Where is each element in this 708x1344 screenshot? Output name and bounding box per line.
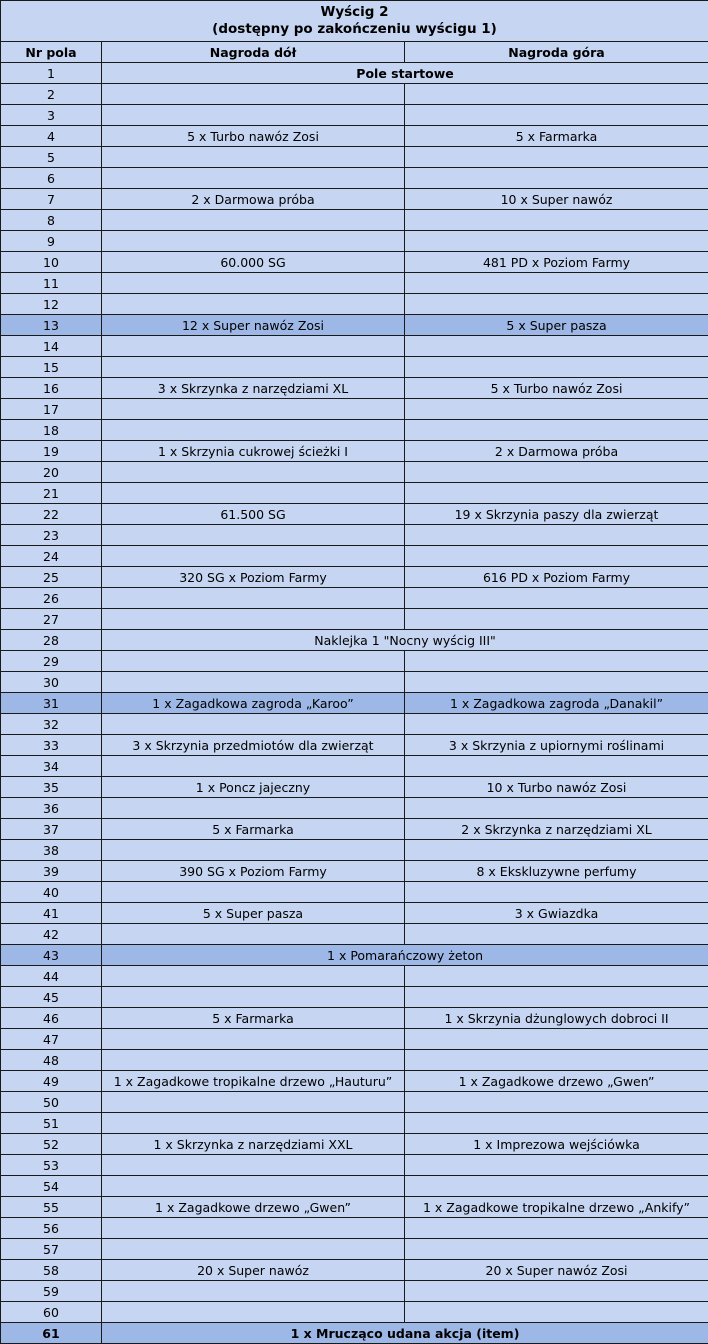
field-number: 11	[1, 273, 102, 294]
reward-up	[405, 483, 708, 504]
field-number: 5	[1, 147, 102, 168]
table-row	[1, 1008, 708, 1029]
field-number: 12	[1, 294, 102, 315]
table-title	[1, 1, 708, 42]
field-number: 54	[1, 1176, 102, 1197]
table-row	[1, 336, 708, 357]
field-number: 52	[1, 1134, 102, 1155]
title-line-2: (dostępny po zakończeniu wyścigu 1)	[212, 21, 497, 37]
reward-down	[102, 273, 405, 294]
field-number: 15	[1, 357, 102, 378]
table-row	[1, 1239, 708, 1260]
reward-up	[405, 231, 708, 252]
reward-up	[405, 1281, 708, 1302]
field-number: 33	[1, 735, 102, 756]
table-row	[1, 735, 708, 756]
reward-down	[102, 609, 405, 630]
reward-down	[102, 357, 405, 378]
table-row	[1, 1218, 708, 1239]
field-number: 40	[1, 882, 102, 903]
table-row	[1, 882, 708, 903]
field-number: 4	[1, 126, 102, 147]
field-number: 56	[1, 1218, 102, 1239]
reward-up	[405, 357, 708, 378]
field-number: 50	[1, 1092, 102, 1113]
reward-down: 3 x Skrzynia przedmiotów dla zwierząt	[102, 735, 405, 756]
field-number: 49	[1, 1071, 102, 1092]
reward-down: 12 x Super nawóz Zosi	[102, 315, 405, 336]
field-number: 36	[1, 798, 102, 819]
reward-up	[405, 420, 708, 441]
reward-up: 10 x Turbo nawóz Zosi	[405, 777, 708, 798]
reward-down	[102, 546, 405, 567]
field-number: 35	[1, 777, 102, 798]
reward-down	[102, 399, 405, 420]
table-row	[1, 1134, 708, 1155]
header-reward-down: Nagroda dół	[102, 42, 405, 63]
reward-up: 1 x Zagadkowe drzewo „Gwen”	[405, 1071, 708, 1092]
field-number: 23	[1, 525, 102, 546]
reward-down	[102, 1029, 405, 1050]
table-row	[1, 357, 708, 378]
field-number: 43	[1, 945, 102, 966]
field-number: 19	[1, 441, 102, 462]
field-number: 8	[1, 210, 102, 231]
field-number: 10	[1, 252, 102, 273]
reward-up: 3 x Gwiazdka	[405, 903, 708, 924]
field-number: 34	[1, 756, 102, 777]
table-row	[1, 1029, 708, 1050]
table-row	[1, 756, 708, 777]
field-number: 38	[1, 840, 102, 861]
reward-down	[102, 840, 405, 861]
field-number: 17	[1, 399, 102, 420]
reward-down	[102, 483, 405, 504]
table-row	[1, 378, 708, 399]
reward-down: 1 x Zagadkowe drzewo „Gwen”	[102, 1197, 405, 1218]
reward-up	[405, 210, 708, 231]
reward-down	[102, 1176, 405, 1197]
reward-down	[102, 210, 405, 231]
reward-up: 1 x Imprezowa wejściówka	[405, 1134, 708, 1155]
reward-down: 5 x Turbo nawóz Zosi	[102, 126, 405, 147]
field-number: 42	[1, 924, 102, 945]
field-number: 51	[1, 1113, 102, 1134]
reward-down	[102, 1281, 405, 1302]
field-number: 58	[1, 1260, 102, 1281]
reward-up	[405, 1155, 708, 1176]
reward-up	[405, 336, 708, 357]
table-row	[1, 252, 708, 273]
table-row	[1, 861, 708, 882]
reward-merged: 1 x Pomarańczowy żeton	[102, 945, 708, 966]
reward-up	[405, 1302, 708, 1323]
field-number: 27	[1, 609, 102, 630]
table-row	[1, 1092, 708, 1113]
reward-down	[102, 231, 405, 252]
reward-up	[405, 1176, 708, 1197]
field-number: 30	[1, 672, 102, 693]
field-number: 14	[1, 336, 102, 357]
field-number: 25	[1, 567, 102, 588]
reward-down	[102, 672, 405, 693]
reward-down	[102, 1218, 405, 1239]
reward-down	[102, 420, 405, 441]
reward-down	[102, 966, 405, 987]
field-number: 31	[1, 693, 102, 714]
reward-down	[102, 84, 405, 105]
reward-up	[405, 756, 708, 777]
field-number: 13	[1, 315, 102, 336]
table-row	[1, 1050, 708, 1071]
field-number: 22	[1, 504, 102, 525]
reward-up	[405, 399, 708, 420]
reward-down: 320 SG x Poziom Farmy	[102, 567, 405, 588]
reward-up: 1 x Zagadkowe tropikalne drzewo „Ankify”	[405, 1197, 708, 1218]
reward-up: 3 x Skrzynia z upiornymi roślinami	[405, 735, 708, 756]
reward-down: 1 x Skrzynia cukrowej ścieżki I	[102, 441, 405, 462]
table-row	[1, 840, 708, 861]
table-row	[1, 525, 708, 546]
reward-down	[102, 1113, 405, 1134]
field-number: 45	[1, 987, 102, 1008]
reward-down	[102, 1155, 405, 1176]
reward-up	[405, 462, 708, 483]
table-row	[1, 126, 708, 147]
reward-up	[405, 546, 708, 567]
reward-up	[405, 294, 708, 315]
table-row	[1, 105, 708, 126]
reward-down	[102, 756, 405, 777]
header-field-number: Nr pola	[1, 42, 102, 63]
table-row	[1, 189, 708, 210]
reward-up	[405, 987, 708, 1008]
reward-down	[102, 588, 405, 609]
reward-up: 1 x Skrzynia dżunglowych dobroci II	[405, 1008, 708, 1029]
field-number: 3	[1, 105, 102, 126]
field-number: 37	[1, 819, 102, 840]
reward-up	[405, 1218, 708, 1239]
reward-down: 5 x Farmarka	[102, 1008, 405, 1029]
reward-down: 5 x Farmarka	[102, 819, 405, 840]
reward-merged: Naklejka 1 "Nocny wyścig III"	[102, 630, 708, 651]
table-row	[1, 441, 708, 462]
reward-down	[102, 882, 405, 903]
reward-up	[405, 168, 708, 189]
reward-up	[405, 588, 708, 609]
table-row	[1, 168, 708, 189]
reward-up	[405, 924, 708, 945]
reward-down: 1 x Poncz jajeczny	[102, 777, 405, 798]
reward-up: 2 x Skrzynka z narzędziami XL	[405, 819, 708, 840]
reward-down	[102, 714, 405, 735]
reward-down	[102, 105, 405, 126]
reward-down	[102, 294, 405, 315]
field-number: 21	[1, 483, 102, 504]
table-row	[1, 1197, 708, 1218]
table-row	[1, 315, 708, 336]
table-row	[1, 588, 708, 609]
field-number: 20	[1, 462, 102, 483]
field-number: 26	[1, 588, 102, 609]
reward-down	[102, 147, 405, 168]
table-row	[1, 420, 708, 441]
table-row	[1, 399, 708, 420]
table-row	[1, 1323, 708, 1344]
table-row	[1, 609, 708, 630]
table-row	[1, 63, 708, 84]
header-reward-up: Nagroda góra	[405, 42, 708, 63]
table-row	[1, 693, 708, 714]
reward-down: 1 x Skrzynka z narzędziami XXL	[102, 1134, 405, 1155]
reward-up: 5 x Farmarka	[405, 126, 708, 147]
table-row	[1, 714, 708, 735]
field-number: 18	[1, 420, 102, 441]
field-number: 44	[1, 966, 102, 987]
reward-down	[102, 525, 405, 546]
reward-up: 20 x Super nawóz Zosi	[405, 1260, 708, 1281]
table-row	[1, 1155, 708, 1176]
field-number: 9	[1, 231, 102, 252]
reward-up	[405, 84, 708, 105]
reward-up	[405, 1029, 708, 1050]
table-row	[1, 987, 708, 1008]
table-row	[1, 294, 708, 315]
table-row	[1, 1176, 708, 1197]
table-row	[1, 1281, 708, 1302]
reward-down	[102, 1239, 405, 1260]
reward-down	[102, 798, 405, 819]
reward-down	[102, 651, 405, 672]
reward-up	[405, 714, 708, 735]
table-row	[1, 777, 708, 798]
table-row	[1, 672, 708, 693]
field-number: 53	[1, 1155, 102, 1176]
table-row	[1, 1071, 708, 1092]
reward-down: 1 x Zagadkowa zagroda „Karoo”	[102, 693, 405, 714]
table-row	[1, 630, 708, 651]
field-number: 6	[1, 168, 102, 189]
field-number: 47	[1, 1029, 102, 1050]
reward-up	[405, 525, 708, 546]
field-number: 29	[1, 651, 102, 672]
reward-down: 5 x Super pasza	[102, 903, 405, 924]
title-line-1: Wyścig 2	[320, 4, 389, 20]
reward-up	[405, 1239, 708, 1260]
table-row	[1, 798, 708, 819]
reward-up	[405, 840, 708, 861]
reward-up: 1 x Zagadkowa zagroda „Danakil”	[405, 693, 708, 714]
reward-up: 5 x Turbo nawóz Zosi	[405, 378, 708, 399]
reward-down: 20 x Super nawóz	[102, 1260, 405, 1281]
reward-up	[405, 651, 708, 672]
reward-down	[102, 462, 405, 483]
table-row	[1, 273, 708, 294]
reward-up: 8 x Ekskluzywne perfumy	[405, 861, 708, 882]
table-row	[1, 147, 708, 168]
reward-up: 5 x Super pasza	[405, 315, 708, 336]
field-number: 46	[1, 1008, 102, 1029]
reward-down	[102, 1050, 405, 1071]
reward-down: 390 SG x Poziom Farmy	[102, 861, 405, 882]
field-number: 55	[1, 1197, 102, 1218]
reward-up	[405, 1050, 708, 1071]
reward-down	[102, 987, 405, 1008]
reward-merged: 1 x Mrucząco udana akcja (item)	[102, 1323, 708, 1344]
reward-down: 3 x Skrzynka z narzędziami XL	[102, 378, 405, 399]
reward-down	[102, 924, 405, 945]
reward-down	[102, 168, 405, 189]
reward-up	[405, 882, 708, 903]
reward-up: 481 PD x Poziom Farmy	[405, 252, 708, 273]
field-number: 39	[1, 861, 102, 882]
table-row	[1, 546, 708, 567]
table-row	[1, 504, 708, 525]
field-number: 28	[1, 630, 102, 651]
table-row	[1, 651, 708, 672]
reward-up	[405, 1113, 708, 1134]
field-number: 1	[1, 63, 102, 84]
reward-up: 19 x Skrzynia paszy dla zwierząt	[405, 504, 708, 525]
field-number: 48	[1, 1050, 102, 1071]
reward-down	[102, 1092, 405, 1113]
reward-up	[405, 273, 708, 294]
table-row	[1, 210, 708, 231]
table-row	[1, 231, 708, 252]
table-row	[1, 819, 708, 840]
reward-merged: Pole startowe	[102, 63, 708, 84]
field-number: 61	[1, 1323, 102, 1344]
field-number: 57	[1, 1239, 102, 1260]
reward-up	[405, 672, 708, 693]
reward-down: 61.500 SG	[102, 504, 405, 525]
field-number: 60	[1, 1302, 102, 1323]
field-number: 32	[1, 714, 102, 735]
reward-up	[405, 798, 708, 819]
reward-down: 2 x Darmowa próba	[102, 189, 405, 210]
reward-up: 10 x Super nawóz	[405, 189, 708, 210]
table-row	[1, 1113, 708, 1134]
table-row	[1, 924, 708, 945]
reward-down	[102, 336, 405, 357]
reward-up	[405, 105, 708, 126]
field-number: 16	[1, 378, 102, 399]
table-row	[1, 483, 708, 504]
table-row	[1, 966, 708, 987]
field-number: 24	[1, 546, 102, 567]
field-number: 41	[1, 903, 102, 924]
table-row	[1, 462, 708, 483]
reward-up: 2 x Darmowa próba	[405, 441, 708, 462]
field-number: 2	[1, 84, 102, 105]
reward-down: 60.000 SG	[102, 252, 405, 273]
reward-up	[405, 609, 708, 630]
reward-up	[405, 147, 708, 168]
table-row	[1, 567, 708, 588]
reward-down: 1 x Zagadkowe tropikalne drzewo „Hauturu”	[102, 1071, 405, 1092]
table-row	[1, 84, 708, 105]
table-row	[1, 903, 708, 924]
table-row	[1, 945, 708, 966]
reward-up: 616 PD x Poziom Farmy	[405, 567, 708, 588]
field-number: 59	[1, 1281, 102, 1302]
table-row	[1, 1302, 708, 1323]
reward-up	[405, 1092, 708, 1113]
table-row	[1, 1260, 708, 1281]
reward-up	[405, 966, 708, 987]
reward-down	[102, 1302, 405, 1323]
field-number: 7	[1, 189, 102, 210]
